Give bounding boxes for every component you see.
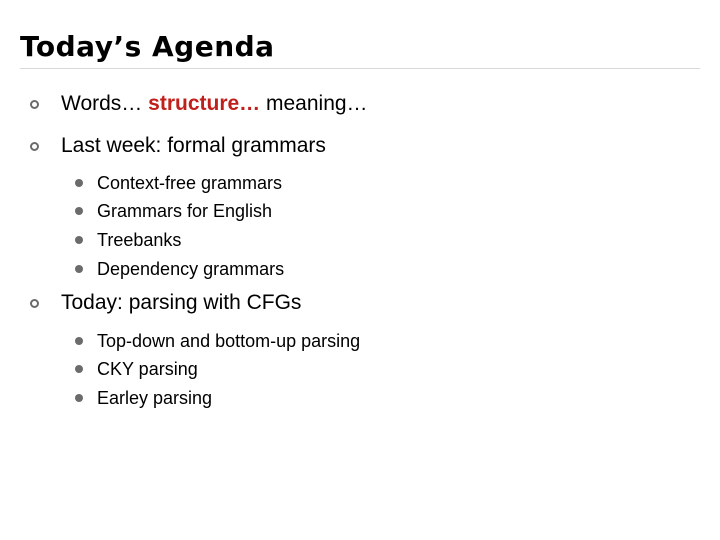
- subbullet: [75, 228, 181, 252]
- subbullet: [75, 199, 272, 223]
- filled-bullet-icon: [75, 236, 83, 244]
- filled-bullet-icon: [75, 179, 83, 187]
- bullet-today-parsing: [30, 288, 301, 318]
- subbullet-text: Grammars for English: [97, 200, 273, 221]
- subbullet-text: Dependency grammars: [97, 258, 285, 279]
- bullet-text-part: Words…: [61, 92, 149, 115]
- subbullet: [75, 357, 198, 381]
- highlighted-text: structure…: [148, 92, 261, 115]
- bullet-text: Last week: formal grammars: [61, 134, 326, 157]
- subbullet: [75, 171, 282, 195]
- subbullet-text: Top-down and bottom-up parsing: [97, 330, 361, 351]
- bullet-text-part: meaning…: [260, 92, 368, 115]
- bullet-text: [61, 92, 368, 116]
- title-divider: [20, 68, 700, 69]
- subbullet-text: Earley parsing: [97, 387, 213, 408]
- hollow-bullet-icon: [30, 100, 39, 109]
- filled-bullet-icon: [75, 207, 83, 215]
- filled-bullet-icon: [75, 365, 83, 373]
- subbullet-text: Treebanks: [97, 229, 182, 250]
- subbullet-text: CKY parsing: [97, 358, 198, 379]
- filled-bullet-icon: [75, 265, 83, 273]
- subbullet: [75, 386, 212, 410]
- subbullet: [75, 257, 284, 281]
- bullet-text: Today: parsing with CFGs: [61, 291, 302, 314]
- hollow-bullet-icon: [30, 142, 39, 151]
- slide-title: Today’s Agenda: [20, 30, 275, 63]
- hollow-bullet-icon: [30, 299, 39, 308]
- bullet-words-structure-meaning: [30, 89, 368, 119]
- filled-bullet-icon: [75, 337, 83, 345]
- bullet-last-week: [30, 131, 326, 161]
- filled-bullet-icon: [75, 394, 83, 402]
- subbullet: [75, 329, 360, 353]
- subbullet-text: Context-free grammars: [97, 172, 283, 193]
